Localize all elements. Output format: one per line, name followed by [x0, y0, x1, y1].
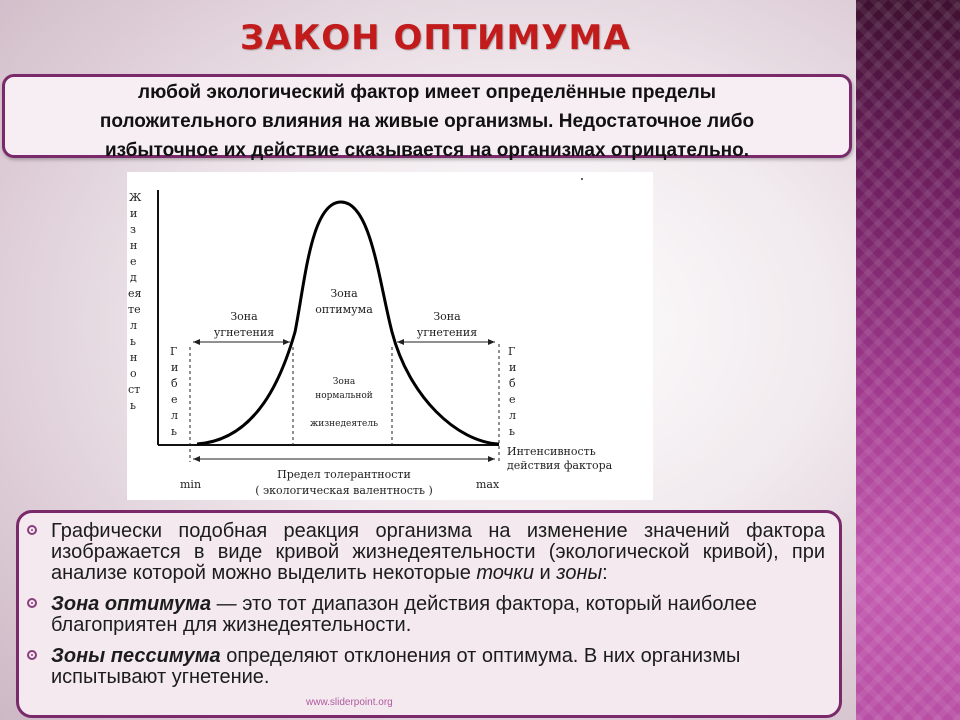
watermark: www.sliderpoint.org: [306, 697, 393, 708]
zone-normal-label: [310, 377, 378, 429]
svg-text:Зона: Зона: [230, 310, 258, 323]
y-axis-label: [128, 191, 142, 412]
list-item: Зоны пессимума определяют отклонения от оптимума. В них организмы испытывают угнетение.: [25, 646, 825, 688]
svg-text:( экологическая валентность ): ( экологическая валентность ): [255, 484, 433, 497]
svg-text:нормальной: нормальной: [315, 391, 373, 401]
svg-text:о: о: [130, 367, 137, 380]
slide-title: ЗАКОН ОПТИМУМА: [240, 18, 631, 58]
svg-text:действия фактора: действия фактора: [507, 459, 613, 472]
svg-text:те: те: [128, 303, 141, 316]
diagram-svg: [127, 172, 653, 500]
svg-text:б: б: [509, 377, 516, 390]
svg-text:л: л: [171, 409, 178, 422]
svg-text:Предел толерантности: Предел толерантности: [277, 468, 411, 481]
death-label-right: [508, 345, 516, 438]
definition-line-2: положительного влияния на живые организмы. Недостаточное либо: [99, 111, 755, 132]
right-depression-arrow: [397, 339, 495, 345]
svg-text:Ж: Ж: [129, 191, 142, 204]
svg-text:з: з: [130, 223, 136, 236]
svg-text:оптимума: оптимума: [315, 303, 373, 316]
svg-text:б: б: [171, 377, 178, 390]
x-axis-label: [507, 445, 613, 472]
zone-left-label: [214, 310, 274, 339]
definition-line-1: любой экологический фактор имеет определённые пределы: [138, 82, 716, 103]
svg-text:л: л: [509, 409, 516, 422]
max-label: max: [476, 478, 500, 491]
svg-text:е: е: [130, 255, 137, 268]
left-depression-arrow: [193, 339, 290, 345]
svg-text:ь: ь: [171, 425, 177, 438]
definition-line-3: избыточное их действие сказывается на организмах отрицательно.: [104, 140, 750, 161]
zone-right-label: [417, 310, 477, 339]
stray-dot: [581, 178, 583, 180]
min-label: min: [180, 478, 202, 491]
svg-text:и: и: [130, 207, 138, 220]
explanation-list: [19, 513, 839, 688]
svg-text:и: и: [171, 361, 179, 374]
svg-text:ея: ея: [128, 287, 142, 300]
list-item: Зона оптимума — это тот диапазон действия фактора, который наиболее благоприятен для жизнедеятельности.: [25, 594, 825, 636]
svg-text:ь: ь: [509, 425, 515, 438]
svg-text:е: е: [171, 393, 178, 406]
svg-text:Зона: Зона: [330, 287, 358, 300]
zone-optimum-label: [315, 287, 373, 316]
svg-text:ст: ст: [128, 383, 141, 396]
svg-text:н: н: [130, 351, 138, 364]
svg-text:Интенсивность: Интенсивность: [507, 445, 596, 458]
explanation-box: [16, 510, 842, 718]
tolerance-curve: [197, 202, 499, 444]
death-label-left: [170, 345, 178, 438]
svg-text:Зона: Зона: [433, 310, 461, 323]
svg-text:н: н: [130, 239, 138, 252]
svg-text:Г: Г: [508, 345, 516, 358]
tolerance-arrow: [193, 456, 495, 462]
decorative-side-band: [856, 0, 960, 720]
svg-text:ь: ь: [130, 399, 136, 412]
bullet-icon: [27, 525, 37, 535]
bullet-icon: [27, 650, 37, 660]
svg-text:ь: ь: [130, 335, 136, 348]
bullet-icon: [27, 598, 37, 608]
svg-text:л: л: [130, 319, 137, 332]
svg-text:угнетения: угнетения: [213, 326, 275, 339]
svg-text:д: д: [130, 271, 137, 284]
definition-box: [2, 74, 852, 161]
svg-text:Г: Г: [170, 345, 178, 358]
list-item: Графически подобная реакция организма на изменение значений фактора изображается в виде кривой жизнедеятельности (экологической кривой), при анализе которой можно выделить некоторые точки и зоны:: [25, 521, 825, 584]
svg-text:угнетения: угнетения: [416, 326, 478, 339]
optimum-curve-diagram: [127, 172, 653, 500]
tolerance-label: [255, 468, 433, 497]
svg-text:Зона: Зона: [332, 377, 356, 387]
svg-text:и: и: [509, 361, 517, 374]
svg-text:жизнедеятель: жизнедеятель: [310, 419, 378, 429]
svg-text:е: е: [509, 393, 516, 406]
